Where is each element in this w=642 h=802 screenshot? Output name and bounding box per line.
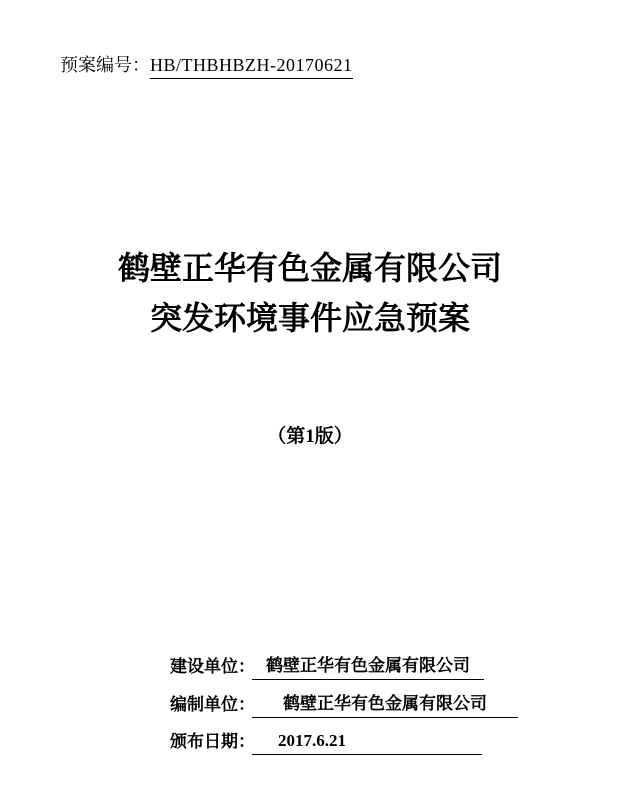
compiling-unit-value: 鹤壁正华有色金属有限公司 xyxy=(252,691,518,718)
version-label: （第1版） xyxy=(267,426,353,447)
construction-unit-value: 鹤壁正华有色金属有限公司 xyxy=(252,653,484,680)
info-row-compiling-unit xyxy=(170,691,518,718)
info-row-issue-date xyxy=(170,728,482,755)
plan-number-value: HB/THBHBZH-20170621 xyxy=(150,52,353,79)
issue-date-value: 2017.6.21 xyxy=(252,728,482,755)
construction-unit-label: 建设单位： xyxy=(170,657,255,676)
compiling-unit-label: 编制单位： xyxy=(170,695,255,714)
title-line-company: 鹤壁正华有色金属有限公司 xyxy=(117,250,502,286)
main-title xyxy=(0,243,620,343)
issue-date-label: 颁布日期： xyxy=(170,732,255,751)
title-line-plan: 突发环境事件应急预案 xyxy=(149,300,470,336)
plan-number-line xyxy=(60,52,353,79)
info-row-construction-unit xyxy=(170,653,484,680)
plan-number-label: 预案编号： xyxy=(60,55,150,75)
